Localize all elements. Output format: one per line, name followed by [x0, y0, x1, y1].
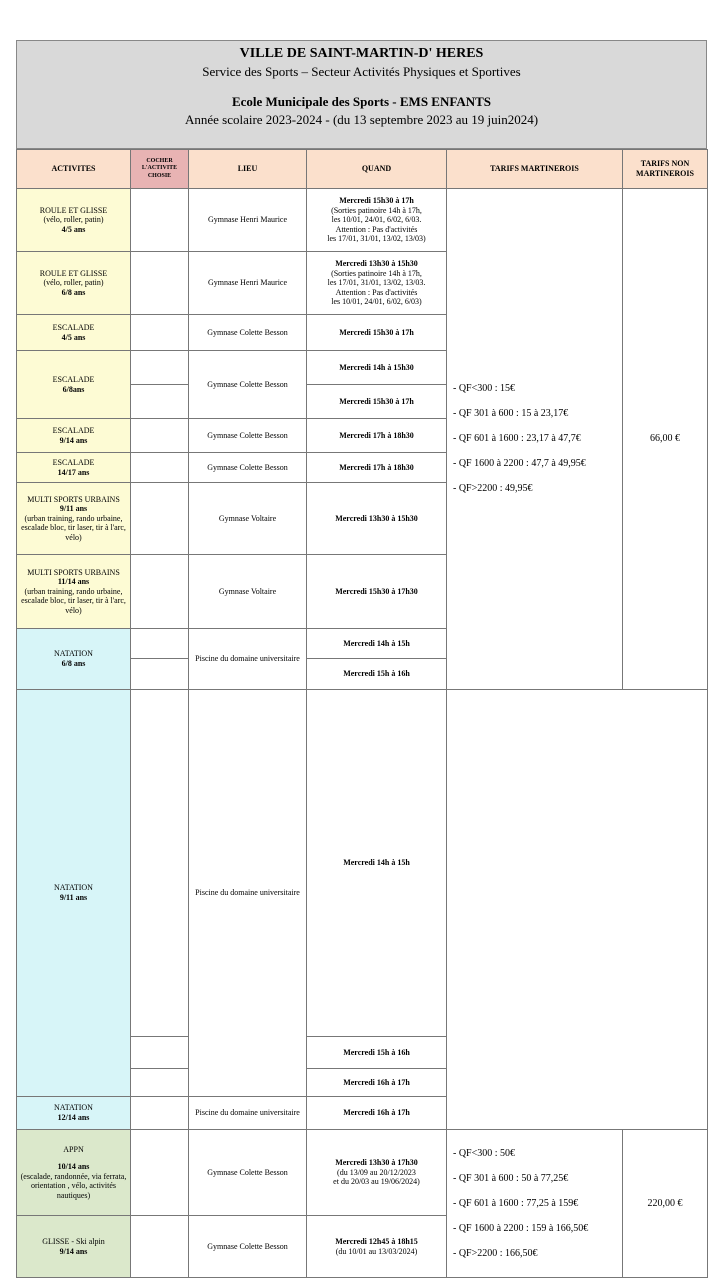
quand-cell: Mercredi 15h30 à 17h30: [307, 555, 447, 629]
activity-cell: [17, 453, 131, 483]
table-row: [17, 1130, 708, 1216]
activity-cell: [17, 629, 131, 690]
activity-cell: [17, 1130, 131, 1216]
tarif-line: - QF<300 : 15€: [453, 383, 516, 394]
quand-cell: [307, 189, 447, 252]
quand-note: les 10/01, 24/01, 6/02, 6/03.: [331, 215, 422, 225]
select-activity-checkbox[interactable]: [131, 1069, 189, 1097]
quand-note: les 10/01, 24/01, 6/02, 6/03): [331, 297, 422, 307]
quand-cell: [307, 1130, 447, 1216]
quand-cell: Mercredi 14h à 15h: [307, 690, 447, 1037]
tarif-line: - QF 301 à 600 : 15 à 23,17€: [453, 408, 569, 419]
select-activity-checkbox[interactable]: [131, 419, 189, 453]
quand-note: les 17/01, 31/01, 13/02, 13/03): [327, 234, 426, 244]
quand-note: les 17/01, 31/01, 13/02, 13/03.: [327, 278, 426, 288]
activity-age: 9/11 ans: [59, 504, 88, 514]
quand-cell: Mercredi 15h à 16h: [307, 1037, 447, 1069]
activity-age: 6/8ans: [62, 384, 85, 394]
activity-cell: [17, 419, 131, 453]
lieu-cell: Gymnase Henri Maurice: [189, 189, 307, 252]
tarif-line: - QF>2200 : 166,50€: [453, 1247, 538, 1259]
activity-age: 14/17 ans: [57, 467, 90, 477]
activity-name: NATATION: [54, 883, 93, 893]
select-activity-checkbox[interactable]: [131, 315, 189, 351]
activity-name: NATATION: [54, 649, 93, 659]
quand-main: Mercredi 12h45 à 18h15: [335, 1236, 418, 1246]
tarif-non-martinerois-1: 66,00 €: [623, 189, 708, 690]
table-row: [17, 690, 708, 1037]
quand-cell: Mercredi 16h à 17h: [307, 1097, 447, 1130]
lieu-cell: Gymnase Colette Besson: [189, 1216, 307, 1278]
school-title: Ecole Municipale des Sports - EMS ENFANTS: [231, 94, 492, 109]
lieu-cell: Gymnase Henri Maurice: [189, 252, 307, 315]
activity-name: MULTI SPORTS URBAINS: [27, 494, 120, 504]
service-subtitle: Service des Sports – Secteur Activités Physiques et Sportives: [202, 64, 521, 79]
lieu-cell: Gymnase Voltaire: [189, 555, 307, 629]
select-activity-checkbox[interactable]: [131, 351, 189, 385]
activity-name: ESCALADE: [52, 457, 95, 467]
lieu-cell: Gymnase Colette Besson: [189, 1130, 307, 1216]
quand-cell: Mercredi 17h à 18h30: [307, 419, 447, 453]
activity-age: 9/14 ans: [59, 1246, 88, 1256]
quand-main: Mercredi 13h30 à 17h30: [335, 1158, 418, 1168]
tarif-line: - QF>2200 : 49,95€: [453, 483, 533, 494]
select-activity-checkbox[interactable]: [131, 555, 189, 629]
activity-age: 10/14 ans: [57, 1162, 90, 1172]
tarif-line: - QF 601 à 1600 : 77,25 à 159€: [453, 1197, 579, 1209]
col-tarifs-non-martinerois: TARIFS NON MARTINEROIS: [623, 150, 708, 189]
lieu-cell: Gymnase Colette Besson: [189, 315, 307, 351]
quand-cell: Mercredi 14h à 15h30: [307, 351, 447, 385]
quand-cell: [307, 252, 447, 315]
tarif-line: - QF 601 à 1600 : 23,17 à 47,7€: [453, 433, 581, 444]
tarifs-group-3: [447, 1130, 623, 1278]
select-activity-checkbox[interactable]: [131, 1216, 189, 1278]
quand-cell: [307, 1216, 447, 1278]
col-tarifs-martinerois: TARIFS MARTINEROIS: [447, 150, 623, 189]
quand-note: Attention : Pas d'activités: [335, 224, 418, 234]
select-activity-checkbox[interactable]: [131, 252, 189, 315]
lieu-cell: Piscine du domaine universitaire: [189, 629, 307, 690]
activity-cell: [17, 555, 131, 629]
activity-detail: (vélo, roller, patin): [43, 215, 104, 225]
tarif-line: - QF<300 : 50€: [453, 1147, 516, 1159]
col-activites: ACTIVITES: [17, 150, 131, 189]
tarif-non-martinerois-3: 220,00 €: [623, 1130, 708, 1278]
tarifs-group-1: [447, 189, 623, 690]
activity-cell: [17, 252, 131, 315]
lieu-cell: Piscine du domaine universitaire: [189, 690, 307, 1097]
select-activity-checkbox[interactable]: [131, 453, 189, 483]
activity-age: 12/14 ans: [57, 1113, 90, 1122]
activity-age: 9/11 ans: [59, 893, 88, 902]
table-header-row: [17, 150, 708, 189]
select-activity-checkbox[interactable]: [131, 1130, 189, 1216]
document-header: [16, 40, 707, 149]
quand-main: Mercredi 15h30 à 17h: [339, 196, 414, 206]
activity-age: 4/5 ans: [61, 332, 86, 342]
activity-name: ESCALADE: [52, 374, 95, 384]
activity-name: MULTI SPORTS URBAINS: [27, 567, 120, 577]
select-activity-checkbox[interactable]: [131, 385, 189, 419]
activity-age: 6/8 ans: [61, 287, 86, 297]
lieu-cell: Gymnase Colette Besson: [189, 351, 307, 419]
quand-note: (du 13/09 au 20/12/2023: [337, 1167, 416, 1177]
quand-cell: Mercredi 17h à 18h30: [307, 453, 447, 483]
lieu-cell: Gymnase Colette Besson: [189, 453, 307, 483]
activity-cell: [17, 1216, 131, 1278]
select-activity-checkbox[interactable]: [131, 189, 189, 252]
activity-age: 11/14 ans: [57, 577, 90, 587]
table-row: [17, 189, 708, 252]
activity-cell: [17, 315, 131, 351]
select-activity-checkbox[interactable]: [131, 659, 189, 690]
activity-cell: [17, 1097, 131, 1130]
activity-name: GLISSE - Ski alpin: [42, 1236, 105, 1246]
activity-detail: (escalade, randonnée, via ferrata, orientation , vélo, activités nautiques): [20, 1171, 127, 1200]
activity-cell: [17, 483, 131, 555]
col-cocher: COCHER L'ACTIVITE CHOSIE: [131, 150, 189, 189]
quand-note: (du 10/01 au 13/03/2024): [335, 1246, 418, 1256]
quand-cell: Mercredi 13h30 à 15h30: [307, 483, 447, 555]
activity-name: APPN: [63, 1144, 84, 1154]
tarif-line: - QF 1600 à 2200 : 47,7 à 49,95€: [453, 458, 586, 469]
quand-cell: Mercredi 16h à 17h: [307, 1069, 447, 1097]
quand-cell: Mercredi 15h30 à 17h: [307, 385, 447, 419]
activity-detail: (vélo, roller, patin): [43, 278, 104, 288]
quand-main: Mercredi 13h30 à 15h30: [335, 259, 418, 269]
tarif-line: - QF 301 à 600 : 50 à 77,25€: [453, 1172, 569, 1184]
school-year: Année scolaire 2023-2024 - (du 13 septembre 2023 au 19 juin2024): [184, 112, 539, 127]
select-activity-checkbox[interactable]: [131, 629, 189, 659]
activity-age: 9/14 ans: [59, 435, 88, 445]
activity-detail: (urban training, rando urbaine, escalade bloc, tir laser, tir à l'arc, vélo): [21, 586, 126, 615]
select-activity-checkbox[interactable]: [131, 1037, 189, 1069]
select-activity-checkbox[interactable]: [131, 483, 189, 555]
quand-cell: Mercredi 15h30 à 17h: [307, 315, 447, 351]
activity-cell: [17, 351, 131, 419]
activity-cell: [17, 690, 131, 1097]
activity-name: ESCALADE: [52, 322, 95, 332]
activity-name: ROULE ET GLISSE: [39, 205, 108, 215]
lieu-cell: Gymnase Voltaire: [189, 483, 307, 555]
table-row: [17, 1097, 708, 1130]
city-title: VILLE DE SAINT-MARTIN-D' HERES: [239, 46, 484, 61]
quand-note: Attention : Pas d'activités: [335, 287, 418, 297]
quand-note: (Sorties patinoire 14h à 17h,: [331, 205, 422, 215]
activities-table: [16, 149, 708, 1278]
col-quand: QUAND: [307, 150, 447, 189]
lieu-cell: Gymnase Colette Besson: [189, 419, 307, 453]
quand-cell: Mercredi 14h à 15h: [307, 629, 447, 659]
activity-detail: (urban training, rando urbaine, escalade bloc, tir laser, tir à l'arc, vélo): [21, 513, 126, 542]
tarif-line: - QF 1600 à 2200 : 159 à 166,50€: [453, 1222, 589, 1234]
activity-name: ESCALADE: [52, 425, 95, 435]
quand-cell: Mercredi 15h à 16h: [307, 659, 447, 690]
activity-age: 6/8 ans: [61, 659, 86, 668]
activity-cell: [17, 189, 131, 252]
quand-note: et du 20/03 au 19/06/2024): [333, 1177, 420, 1187]
select-activity-checkbox[interactable]: [131, 690, 189, 1037]
select-activity-checkbox[interactable]: [131, 1097, 189, 1130]
quand-note: (Sorties patinoire 14h à 17h,: [331, 268, 422, 278]
col-lieu: LIEU: [189, 150, 307, 189]
lieu-cell: Piscine du domaine universitaire: [189, 1097, 307, 1130]
activity-name: NATATION: [54, 1103, 93, 1113]
activity-age: 4/5 ans: [61, 224, 86, 234]
activity-name: ROULE ET GLISSE: [39, 268, 108, 278]
